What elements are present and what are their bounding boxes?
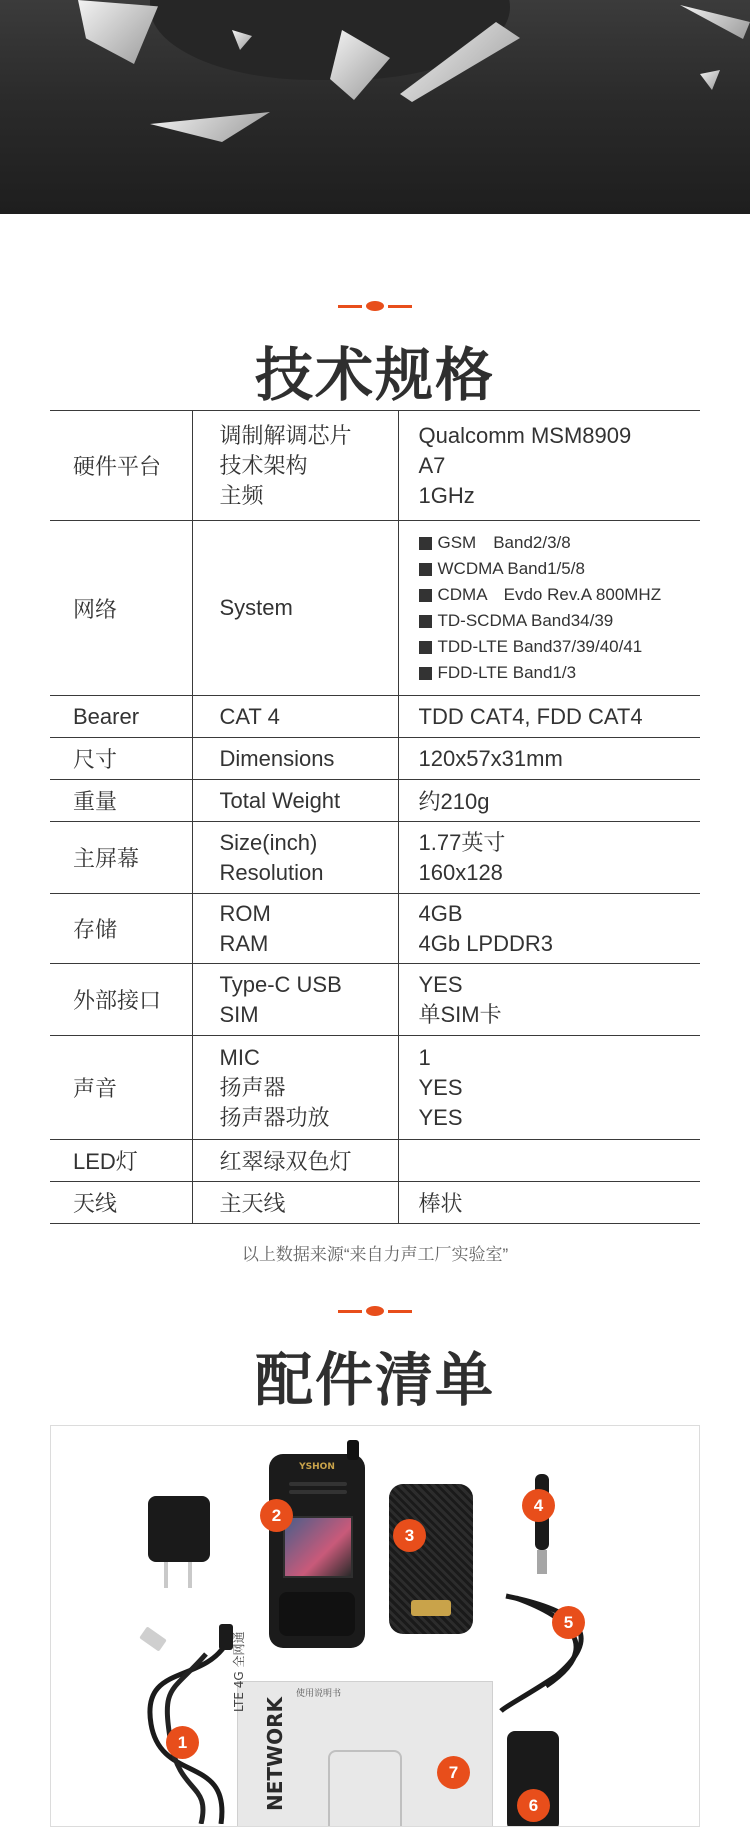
badge-3: 3 <box>393 1519 426 1552</box>
spec-item: 调制解调芯片 技术架构 主频 <box>192 411 398 521</box>
spec-name: 硬件平台 <box>50 411 192 521</box>
bullet-square-icon <box>419 615 432 628</box>
spec-value: TDD CAT4, FDD CAT4 <box>398 696 700 738</box>
back-case-image <box>389 1484 473 1634</box>
spec-name: 主屏幕 <box>50 822 192 894</box>
spec-item: System <box>192 521 398 696</box>
list-item: TD-SCDMA Band34/39 <box>419 608 700 634</box>
manual-title: NETWORK <box>263 1696 288 1812</box>
table-row <box>50 822 700 894</box>
spec-value: 4GB 4Gb LPDDR3 <box>398 894 700 964</box>
spec-item: Total Weight <box>192 780 398 822</box>
list-item: FDD-LTE Band1/3 <box>419 660 700 686</box>
table-row <box>50 521 700 696</box>
device-brand: YSHON <box>299 1462 335 1472</box>
spec-value: YES 单SIM卡 <box>398 964 700 1036</box>
radio-device-image <box>269 1454 365 1648</box>
spec-value: 棒状 <box>398 1182 700 1224</box>
spec-value <box>398 1140 700 1182</box>
spec-item: 主天线 <box>192 1182 398 1224</box>
badge-4: 4 <box>522 1489 555 1522</box>
bullet-square-icon <box>419 589 432 602</box>
spec-value: 约210g <box>398 780 700 822</box>
badge-6: 6 <box>517 1789 550 1822</box>
hero-shard <box>680 5 750 39</box>
section-ornament <box>338 301 412 311</box>
table-row <box>50 411 700 521</box>
spec-item: Dimensions <box>192 738 398 780</box>
table-row <box>50 696 700 738</box>
source-note: 以上数据来源“来自力声工厂实验室” <box>241 1245 509 1264</box>
list-item: CDMA Evdo Rev.A 800MHZ <box>419 582 700 608</box>
spec-item: Size(inch) Resolution <box>192 822 398 894</box>
badge-5: 5 <box>552 1606 585 1639</box>
spec-item: Type-C USB SIM <box>192 964 398 1036</box>
table-row <box>50 1036 700 1140</box>
badge-1: 1 <box>166 1726 199 1759</box>
spec-item: MIC 扬声器 扬声器功放 <box>192 1036 398 1140</box>
charger-image <box>146 1496 212 1596</box>
user-manual-image <box>232 1631 493 1827</box>
spec-name: 天线 <box>50 1182 192 1224</box>
spec-item: ROM RAM <box>192 894 398 964</box>
spec-value: 1.77英寸 160x128 <box>398 822 700 894</box>
bullet-square-icon <box>419 563 432 576</box>
manual-caption: 使用说明书 <box>296 1688 342 1698</box>
spec-name: 尺寸 <box>50 738 192 780</box>
table-row <box>50 1140 700 1182</box>
hero-banner <box>0 0 750 214</box>
spec-value: Qualcomm MSM8909 A7 1GHz <box>398 411 700 521</box>
spec-name: LED灯 <box>50 1140 192 1182</box>
hero-shard <box>150 112 270 142</box>
spec-item: 红翠绿双色灯 <box>192 1140 398 1182</box>
network-band-list <box>419 530 700 686</box>
accessories-image <box>50 1425 700 1827</box>
spec-name: 重量 <box>50 780 192 822</box>
spec-item: CAT 4 <box>192 696 398 738</box>
spec-name: 外部接口 <box>50 964 192 1036</box>
table-row <box>50 738 700 780</box>
bullet-square-icon <box>419 537 432 550</box>
table-row <box>50 780 700 822</box>
device-keypad <box>279 1592 355 1636</box>
table-row <box>50 964 700 1036</box>
device-screen <box>283 1516 353 1578</box>
spec-name: 声音 <box>50 1036 192 1140</box>
spec-name: 网络 <box>50 521 192 696</box>
manual-subtitle: LTE 4G 全网通 <box>232 1631 246 1712</box>
spec-table <box>50 410 700 1224</box>
accessories-section-title: 配件清单 <box>254 1348 495 1413</box>
spec-section-title: 技术规格 <box>254 343 495 408</box>
spec-value: 120x57x31mm <box>398 738 700 780</box>
hero-shard <box>700 70 720 90</box>
hero-shard <box>78 0 158 64</box>
list-item: WCDMA Band1/5/8 <box>419 556 700 582</box>
table-row <box>50 894 700 964</box>
spec-name: Bearer <box>50 696 192 738</box>
badge-7: 7 <box>437 1756 470 1789</box>
spec-value <box>398 521 700 696</box>
bullet-square-icon <box>419 641 432 654</box>
bullet-square-icon <box>419 667 432 680</box>
list-item: GSM Band2/3/8 <box>419 530 700 556</box>
table-row <box>50 1182 700 1224</box>
section-ornament <box>338 1306 412 1316</box>
spec-value: 1 YES YES <box>398 1036 700 1140</box>
list-item: TDD-LTE Band37/39/40/41 <box>419 634 700 660</box>
spec-name: 存储 <box>50 894 192 964</box>
badge-2: 2 <box>260 1499 293 1532</box>
